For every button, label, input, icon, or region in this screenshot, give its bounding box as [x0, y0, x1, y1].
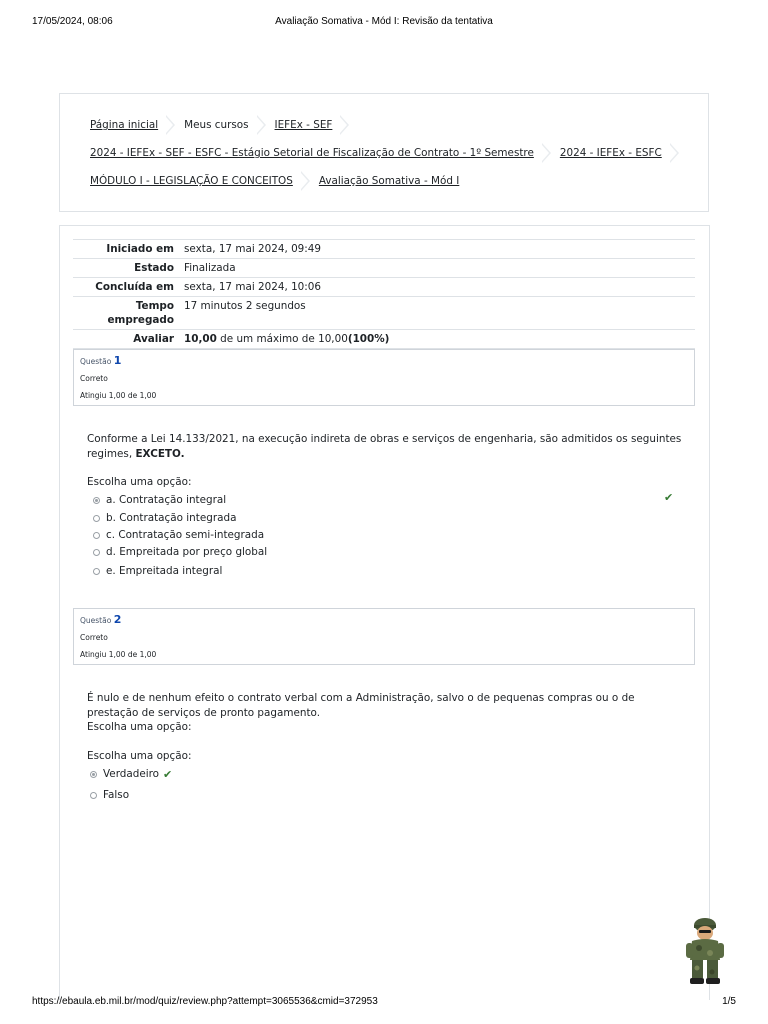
breadcrumb-module[interactable]: MÓDULO I - LEGISLAÇÃO E CONCEITOS: [90, 175, 293, 187]
answer-option-e[interactable]: [93, 563, 222, 579]
summary-label: Iniciado em: [73, 240, 180, 259]
soldier-mascot-icon: [680, 916, 730, 986]
answer-option-a[interactable]: [93, 492, 226, 508]
option-label: b. Contratação integrada: [106, 512, 237, 524]
question-text: É nulo e de nenhum efeito o contrato verbal com a Administração, salvo o de pequenas compras ou o de prestação de serviços de pronto pagamento.: [87, 692, 635, 719]
breadcrumb-row-2: [90, 143, 688, 163]
answer-prompt-1: Escolha uma opção:: [87, 476, 192, 488]
question-text: Escolha uma opção:: [87, 721, 192, 733]
grade-percent: (100%): [347, 333, 390, 345]
breadcrumb-separator: [166, 115, 176, 135]
grade-max: de um máximo de 10,00: [216, 333, 348, 345]
option-label: d. Empreitada por preço global: [106, 546, 268, 558]
question-number: [80, 354, 121, 367]
question-text-2: [87, 691, 687, 735]
print-page-number: 1/5: [722, 996, 736, 1007]
breadcrumb-my-courses: Meus cursos: [184, 119, 249, 131]
summary-label: Estado: [73, 259, 180, 278]
radio-icon[interactable]: [90, 792, 97, 799]
attempt-summary-table: [73, 239, 695, 349]
option-label: e. Empreitada integral: [106, 565, 223, 577]
radio-icon[interactable]: [93, 568, 100, 575]
summary-row-started: [73, 240, 695, 259]
option-label: a. Contratação integral: [106, 494, 227, 506]
breadcrumb-separator: [301, 171, 311, 191]
summary-label-line: empregado: [107, 314, 174, 326]
summary-value: 17 minutos 2 segundos: [180, 297, 695, 330]
answer-prompt-2: Escolha uma opção:: [87, 750, 192, 762]
radio-checked-icon[interactable]: [90, 771, 97, 778]
question-state: Correto: [80, 633, 108, 642]
question-grade: Atingiu 1,00 de 1,00: [80, 650, 157, 659]
question-text-emphasis: EXCETO.: [135, 447, 185, 460]
summary-label-line: Tempo: [135, 300, 174, 312]
answer-option-true[interactable]: [90, 766, 172, 782]
summary-row-completed: [73, 278, 695, 297]
print-header: [32, 16, 736, 30]
summary-label: [73, 297, 180, 330]
check-icon: ✔: [664, 491, 674, 504]
grade-value: 10,00: [184, 333, 217, 345]
question-state: Correto: [80, 374, 108, 383]
question-number-value: 2: [113, 613, 122, 626]
quiz-review-card: [59, 225, 710, 1000]
summary-value: [180, 330, 695, 349]
breadcrumb-separator: [670, 143, 680, 163]
option-label: Falso: [103, 789, 130, 801]
question-number: [80, 613, 121, 626]
question-text-1: [87, 432, 687, 461]
summary-row-grade: [73, 330, 695, 349]
summary-value: sexta, 17 mai 2024, 10:06: [180, 278, 695, 297]
question-grade: Atingiu 1,00 de 1,00: [80, 391, 157, 400]
print-footer: [32, 996, 736, 1010]
radio-checked-icon[interactable]: [93, 497, 100, 504]
breadcrumb-card: [59, 93, 709, 212]
breadcrumb-iefex-sef[interactable]: IEFEx - SEF: [274, 119, 333, 131]
breadcrumb-home[interactable]: Página inicial: [90, 119, 159, 131]
option-label: Verdadeiro: [103, 768, 160, 780]
summary-row-time: [73, 297, 695, 330]
option-label: c. Contratação semi-integrada: [106, 529, 265, 541]
check-icon: ✔: [163, 767, 173, 781]
question-label: Questão: [80, 357, 112, 366]
breadcrumb-quiz[interactable]: Avaliação Somativa - Mód I: [318, 175, 460, 187]
breadcrumb-course-short[interactable]: 2024 - IEFEx - ESFC: [559, 147, 662, 159]
breadcrumb-row-1: [90, 115, 358, 135]
question-label: Questão: [80, 616, 112, 625]
breadcrumb-separator: [340, 115, 350, 135]
breadcrumb-row-3: [90, 171, 459, 191]
answer-option-b[interactable]: [93, 510, 236, 526]
radio-icon[interactable]: [93, 515, 100, 522]
radio-icon[interactable]: [93, 549, 100, 556]
answer-option-false[interactable]: [90, 787, 129, 803]
question-info-1: [73, 349, 695, 406]
question-text: Conforme a Lei 14.133/2021, na execução indireta de obras e serviços de engenharia, são admitidos os seguintes regimes,: [87, 433, 682, 460]
print-title: Avaliação Somativa - Mód I: Revisão da tentativa: [275, 16, 493, 27]
print-date: 17/05/2024, 08:06: [32, 16, 113, 27]
print-url: https://ebaula.eb.mil.br/mod/quiz/review.php?attempt=3065536&cmid=372953: [32, 996, 378, 1007]
radio-icon[interactable]: [93, 532, 100, 539]
summary-value: sexta, 17 mai 2024, 09:49: [180, 240, 695, 259]
breadcrumb-separator: [542, 143, 552, 163]
answer-option-d[interactable]: [93, 544, 267, 560]
question-info-2: [73, 608, 695, 665]
question-number-value: 1: [113, 354, 122, 367]
summary-label: Avaliar: [73, 330, 180, 349]
breadcrumb-course[interactable]: 2024 - IEFEx - SEF - ESFC - Estágio Setorial de Fiscalização de Contrato - 1º Semestre: [90, 147, 534, 159]
summary-label: Concluída em: [73, 278, 180, 297]
summary-value: Finalizada: [180, 259, 695, 278]
summary-row-state: [73, 259, 695, 278]
answer-option-c[interactable]: [93, 527, 264, 543]
breadcrumb-separator: [257, 115, 267, 135]
